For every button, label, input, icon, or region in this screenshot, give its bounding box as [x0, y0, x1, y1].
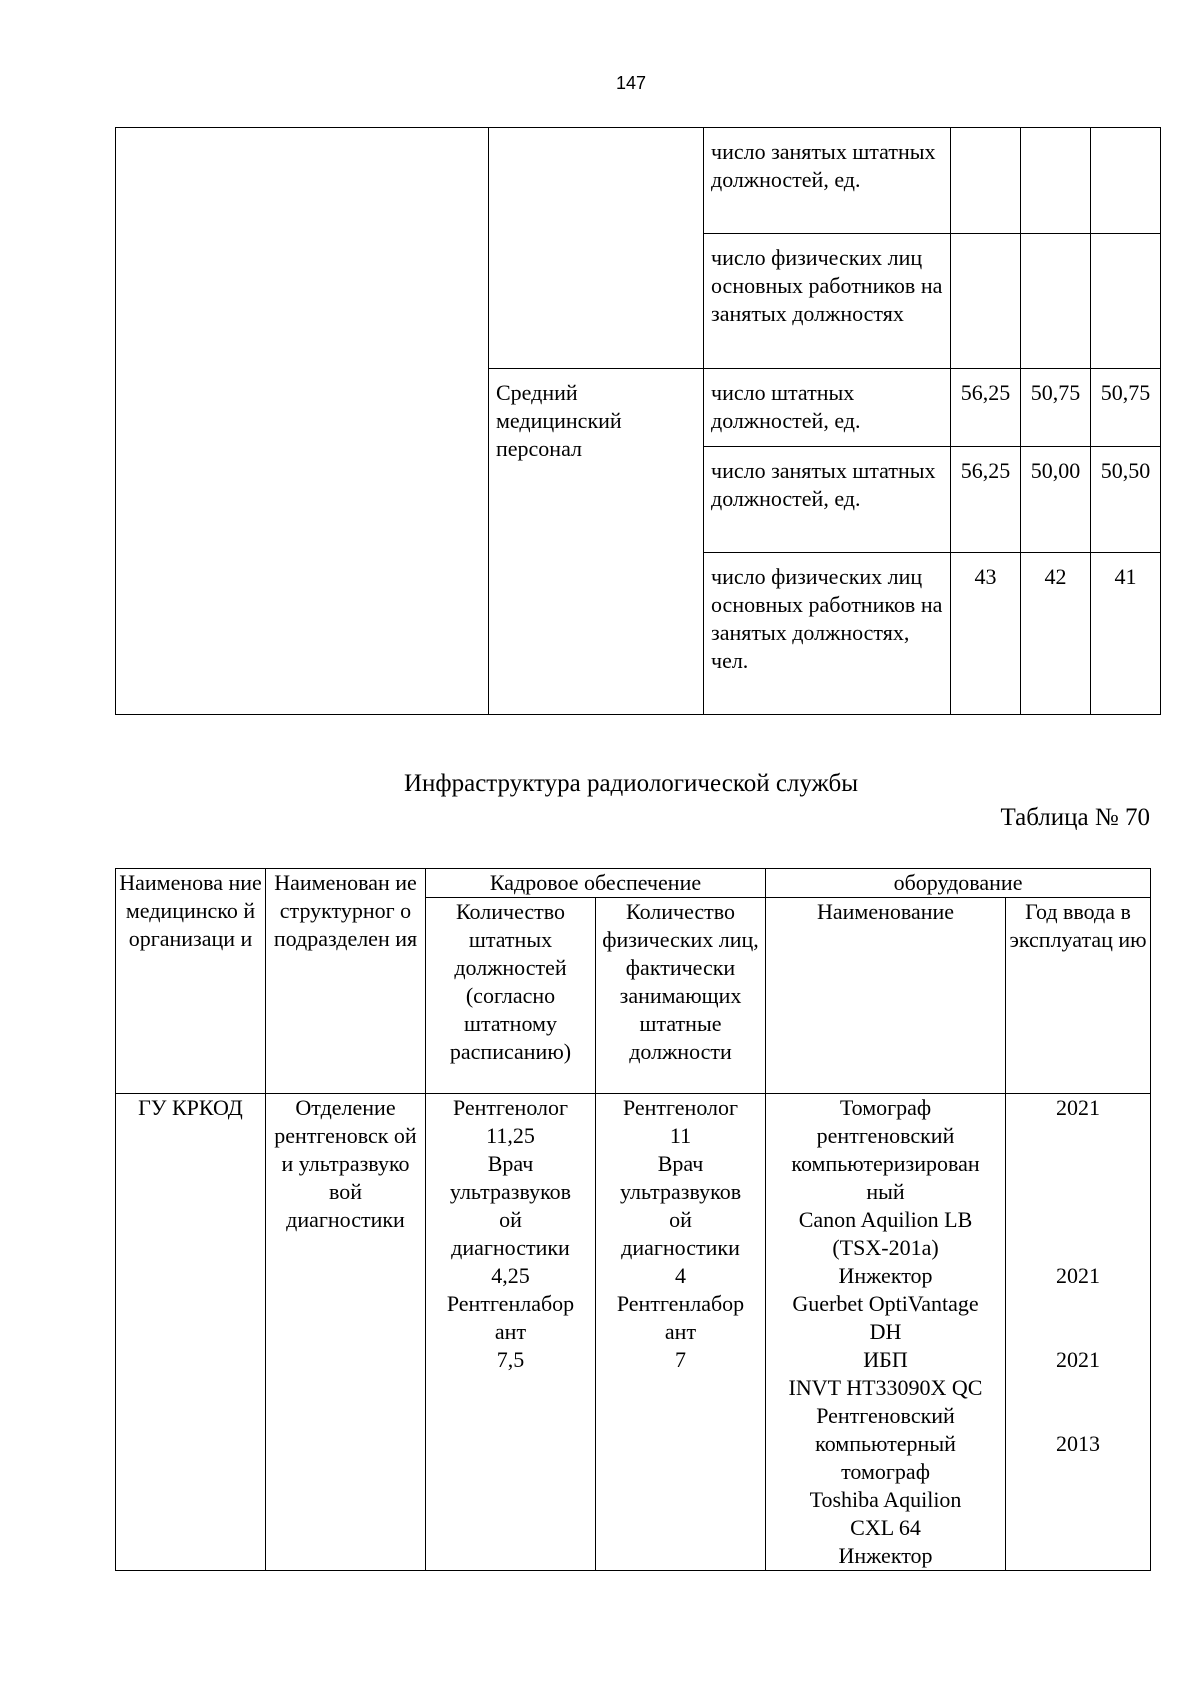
row-label: число занятых штатных должностей, ед.: [704, 447, 951, 553]
cell-line: Инжектор: [838, 1543, 933, 1568]
row-label: число занятых штатных должностей, ед.: [704, 128, 951, 234]
cell-line: Врач: [657, 1151, 704, 1176]
header-org: Наименова ние медицинско й организаци и: [116, 869, 266, 1094]
table-row: [116, 128, 1161, 234]
cell-line: компьютерный: [815, 1431, 956, 1456]
cell-line: диагностики: [451, 1235, 570, 1260]
row-label: число штатных должностей, ед.: [704, 369, 951, 447]
table-row: [116, 1094, 1151, 1571]
group-label: Средний медицинский персонал: [489, 369, 704, 715]
cell-line: 2021: [1056, 1095, 1101, 1120]
section-title: Инфраструктура радиологической службы: [403, 770, 859, 797]
radiology-infrastructure-table: [115, 868, 1151, 1571]
cell-line: (TSX-201a): [832, 1235, 939, 1260]
header-equipment-name: Наименование: [766, 898, 1006, 1094]
cell-line: Инжектор: [838, 1263, 933, 1288]
cell-line: Рентгенлабор: [616, 1291, 745, 1316]
value-cell: 50,75: [1021, 369, 1091, 447]
org-cell: ГУ КРКОД: [116, 1094, 266, 1571]
cell-line: Рентгенолог: [452, 1095, 569, 1120]
cell-line: Томограф: [839, 1095, 932, 1120]
cell-line: CXL 64: [850, 1515, 921, 1540]
row-label: число физических лиц основных работников на занятых должностях: [704, 234, 951, 369]
value-cell: [1021, 128, 1091, 234]
empty-group-cell: [489, 128, 704, 369]
value-cell: 56,25: [951, 447, 1021, 553]
header-staff-persons: Количество физических лиц, фактически занимающих штатные должности: [596, 898, 766, 1094]
value-cell: 41: [1091, 553, 1161, 715]
unit-cell: Отделение рентгеновск ой и ультразвуко вой диагностики: [266, 1094, 426, 1571]
row-label: число физических лиц основных работников на занятых должностях, чел.: [704, 553, 951, 715]
years-cell: [1006, 1094, 1151, 1571]
value-cell: [951, 128, 1021, 234]
cell-line: 4: [675, 1263, 686, 1288]
header-equipment-year: Год ввода в эксплуатац ию: [1006, 898, 1151, 1094]
cell-line: ный: [866, 1179, 905, 1204]
cell-line: INVT HT33090X QC: [788, 1375, 983, 1400]
value-cell: [1091, 234, 1161, 369]
cell-line: ой: [669, 1207, 692, 1232]
value-cell: 50,75: [1091, 369, 1161, 447]
cell-line: 7,5: [496, 1347, 525, 1372]
value-cell: [1021, 234, 1091, 369]
cell-line: ультразвуков: [619, 1179, 742, 1204]
cell-line: ИБП: [863, 1347, 908, 1372]
cell-line: Canon Aquilion LB: [798, 1207, 973, 1232]
cell-line: Guerbet OptiVantage: [792, 1291, 979, 1316]
value-cell: 43: [951, 553, 1021, 715]
cell-line: Toshiba Aquilion: [809, 1487, 962, 1512]
header-staffing: Кадровое обеспечение: [426, 869, 766, 898]
value-cell: 50,50: [1091, 447, 1161, 553]
header-equipment: оборудование: [766, 869, 1151, 898]
cell-line: 11: [669, 1123, 692, 1148]
cell-line: 2021: [1056, 1347, 1101, 1372]
value-cell: 50,00: [1021, 447, 1091, 553]
header-row: [116, 869, 1151, 898]
cell-line: 7: [675, 1347, 686, 1372]
header-staff-positions: Количество штатных должностей (согласно штатному расписанию): [426, 898, 596, 1094]
value-cell: 42: [1021, 553, 1091, 715]
cell-line: Рентгенлабор: [446, 1291, 575, 1316]
cell-line: 4,25: [491, 1263, 530, 1288]
value-cell: [951, 234, 1021, 369]
cell-line: Рентгенолог: [622, 1095, 739, 1120]
positions-cell: [426, 1094, 596, 1571]
cell-line: Рентгеновский: [816, 1403, 955, 1428]
cell-line: диагностики: [621, 1235, 740, 1260]
cell-line: ой: [499, 1207, 522, 1232]
header-unit: Наименован ие структурног о подразделен ия: [266, 869, 426, 1094]
staffing-continuation-table: [115, 127, 1161, 715]
cell-line: Врач: [487, 1151, 534, 1176]
cell-line: 11,25: [486, 1123, 535, 1148]
empty-org-cell: [116, 128, 489, 715]
equipment-names-cell: [766, 1094, 1006, 1571]
table-number: Таблица № 70: [1000, 804, 1150, 831]
cell-line: компьютеризирован: [791, 1151, 980, 1176]
cell-line: рентгеновский: [816, 1123, 955, 1148]
cell-line: DH: [869, 1319, 902, 1344]
cell-line: ант: [664, 1319, 697, 1344]
page-number: 147: [615, 73, 647, 93]
cell-line: ультразвуков: [449, 1179, 572, 1204]
value-cell: [1091, 128, 1161, 234]
cell-line: 2021: [1056, 1263, 1101, 1288]
cell-line: томограф: [841, 1459, 930, 1484]
value-cell: 56,25: [951, 369, 1021, 447]
cell-line: ант: [494, 1319, 527, 1344]
cell-line: 2013: [1056, 1431, 1101, 1456]
persons-cell: [596, 1094, 766, 1571]
